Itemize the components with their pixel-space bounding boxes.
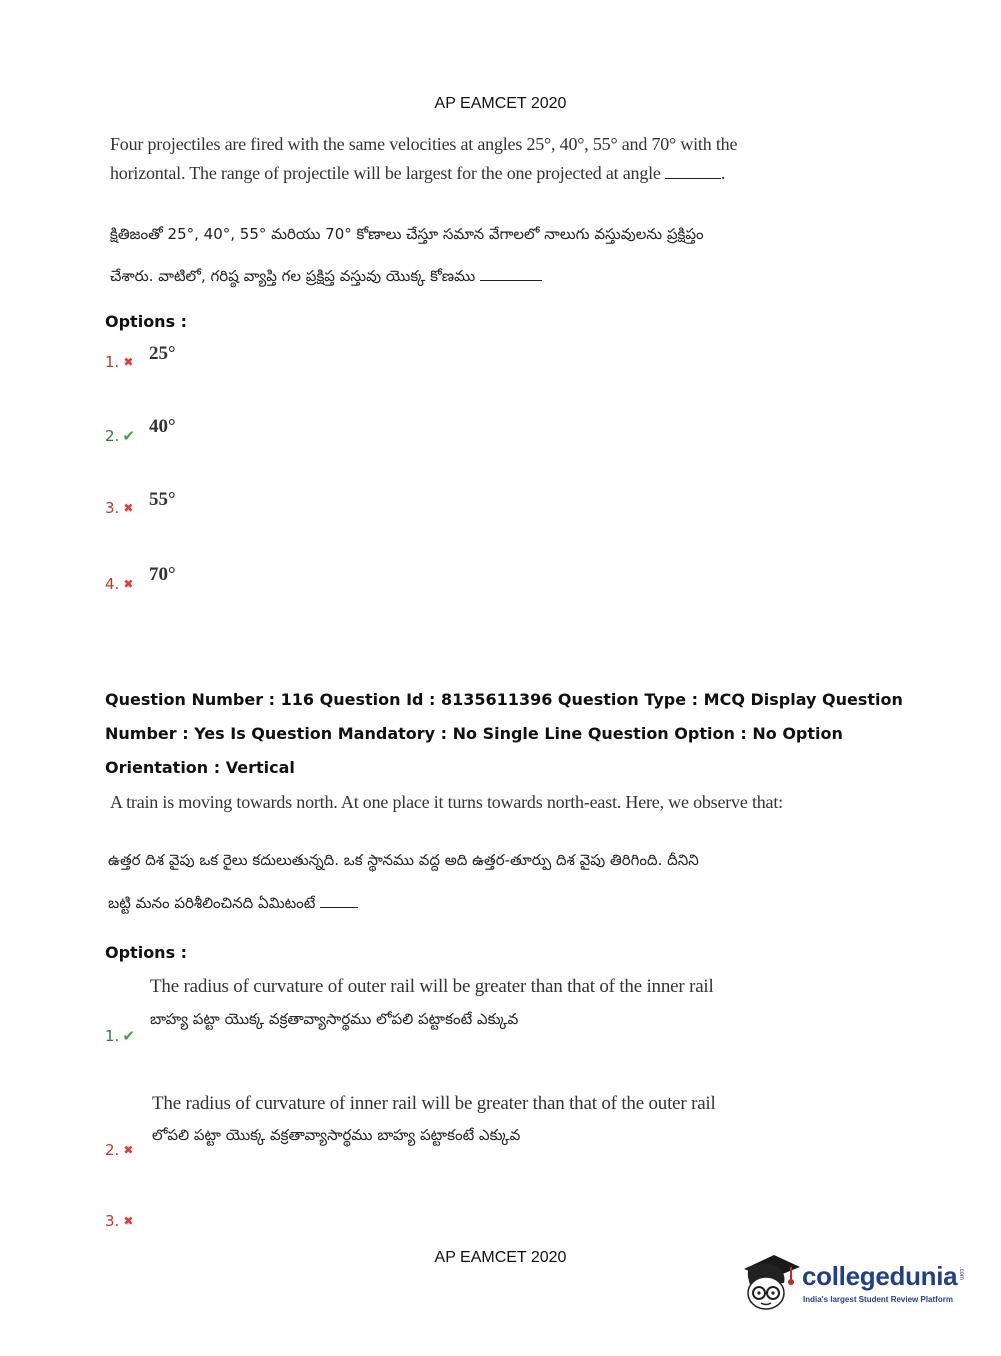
wrong-cross-icon: ✖: [123, 501, 134, 515]
q1-options-label: Options :: [105, 312, 188, 331]
q1-english-line-1: Four projectiles are fired with the same velocities at angles 25°, 40°, 55° and 70° with the: [110, 134, 738, 154]
option-number-label: 2.: [105, 427, 120, 445]
logo-wordmark: collegedunia: [802, 1261, 958, 1291]
q2-option-2-english: The radius of curvature of inner rail will be greater than that of the outer rail: [152, 1093, 716, 1114]
q2-meta-line-3: Orientation : Vertical: [105, 758, 295, 777]
q1-option-1-number[interactable]: [105, 353, 133, 371]
option-number-label: 4.: [105, 575, 120, 593]
q2-telugu-line-1: ఉత్తర దిశ వైపు ఒక రైలు కదులుతున్నది. ఒక స్థానము వద్ద అది ఉత్తర-తూర్పు దిశ వైపు తిరిగింది. దీనిని: [108, 851, 699, 869]
q2-option-3-number[interactable]: [105, 1212, 133, 1230]
q1-option-3-number[interactable]: [105, 499, 133, 517]
page-header: AP EAMCET 2020: [434, 95, 567, 112]
q2-option-1-english: The radius of curvature of outer rail will be greater than that of the inner rail: [150, 976, 714, 997]
q2-option-1-telugu: బాహ్య పట్టా యొక్క వక్రతావ్యాసార్థము లోపలి పట్టాకంటే ఎక్కువ: [150, 1010, 519, 1028]
q2-option-1-number[interactable]: [105, 1027, 135, 1045]
wrong-cross-icon: ✖: [123, 1214, 134, 1228]
collegedunia-logo[interactable]: [740, 1247, 970, 1317]
wrong-cross-icon: ✖: [123, 1143, 134, 1157]
q2-telugu-line-2: బట్టి మనం పరిశీలించినది ఏమిటంటే: [108, 893, 358, 916]
wrong-cross-icon: ✖: [123, 577, 134, 591]
q1-english-line-2: horizontal. The range of projectile will be largest for the one projected at angle .: [110, 163, 726, 183]
wrong-cross-icon: ✖: [123, 355, 134, 369]
q2-english-line-1: A train is moving towards north. At one place it turns towards north-east. Here, we observe that:: [110, 792, 783, 812]
q1-option-2-value: 40°: [149, 416, 176, 437]
q1-option-2-number[interactable]: [105, 427, 135, 445]
q1-option-4-number[interactable]: [105, 575, 133, 593]
q2-option-2-telugu: లోపలి పట్టా యొక్క వక్రతావ్యాసార్థము బాహ్య పట్టాకంటే ఎక్కువ: [152, 1126, 521, 1144]
q1-option-1-value: 25°: [149, 343, 176, 364]
option-number-label: 1.: [105, 353, 120, 371]
option-number-label: 3.: [105, 1212, 120, 1230]
correct-check-icon: ✔: [122, 427, 135, 445]
q1-option-4-value: 70°: [149, 564, 176, 585]
q1-option-3-value: 55°: [149, 489, 176, 510]
q2-meta-line-2: Number : Yes Is Question Mandatory : No Single Line Question Option : No Option: [105, 724, 843, 743]
q1-telugu-line-1: క్షితిజంతో 25°, 40°, 55° మరియు 70° కోణాలు చేస్తూ సమాన వేగాలలో నాలుగు వస్తువులను ప్రక్షిప్తం: [110, 225, 704, 243]
option-number-label: 2.: [105, 1141, 120, 1159]
student-mascot-icon: [740, 1249, 800, 1313]
q2-meta-line-1: Question Number : 116 Question Id : 8135611396 Question Type : MCQ Display Question: [105, 690, 903, 709]
option-number-label: 1.: [105, 1027, 120, 1045]
q2-options-label: Options :: [105, 943, 188, 962]
page-footer: AP EAMCET 2020: [434, 1249, 567, 1266]
q2-option-2-number[interactable]: [105, 1141, 133, 1159]
logo-com-suffix: .com: [958, 1267, 964, 1281]
correct-check-icon: ✔: [122, 1027, 135, 1045]
logo-tagline: India's largest Student Review Platform: [803, 1295, 953, 1304]
option-number-label: 3.: [105, 499, 120, 517]
q1-telugu-line-2: చేశారు. వాటిలో, గరిష్ఠ వ్యాప్తి గల ప్రక్షిప్త వస్తువు యొక్క కోణము: [110, 266, 542, 289]
